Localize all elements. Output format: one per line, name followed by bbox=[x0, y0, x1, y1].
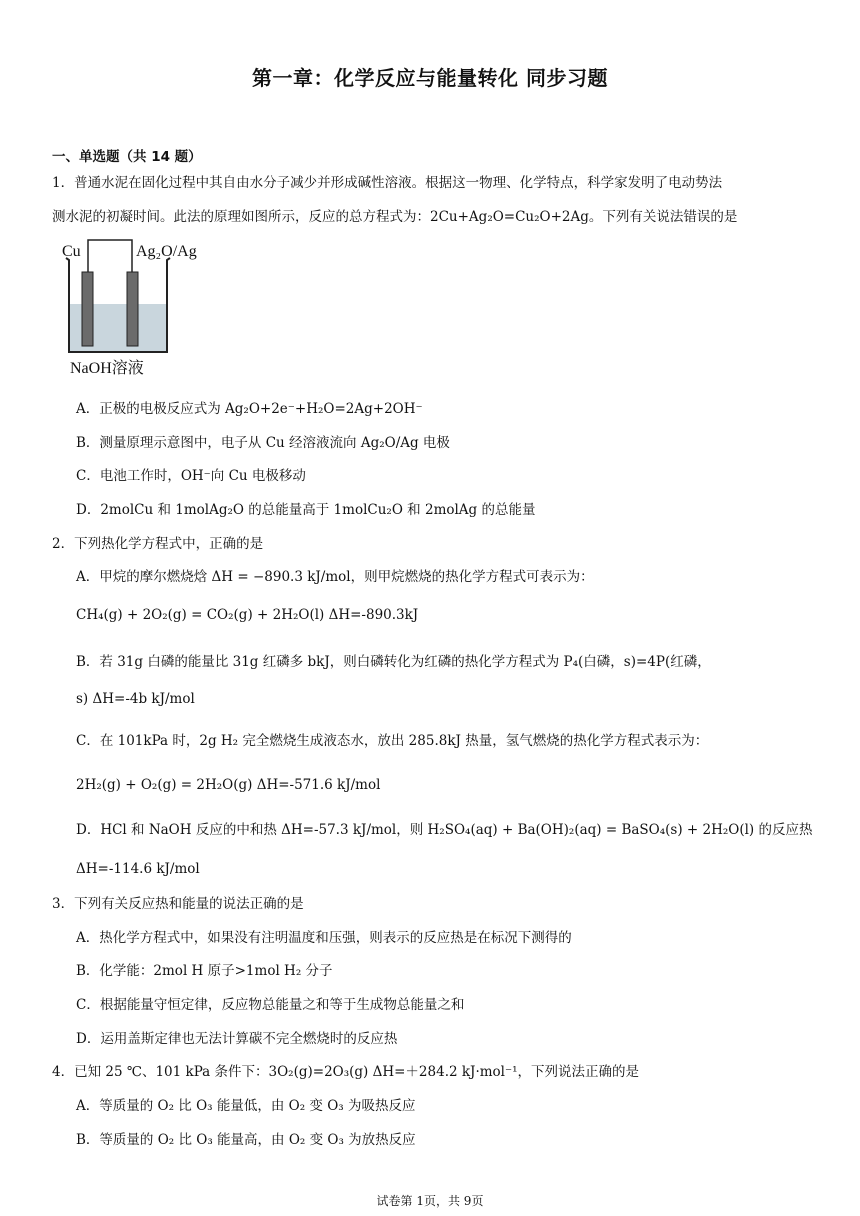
question-2-option-d: D．HCl 和 NaOH 反应的中和热 ΔH=-57.3 kJ/mol，则 H₂SO₄(aq) + Ba(OH)₂(aq) = BaSO₄(s) + 2H₂O(l) 的反应热 bbox=[76, 822, 813, 838]
electrochemical-cell-diagram bbox=[52, 236, 222, 385]
ag2o-ag-electrode bbox=[127, 272, 138, 346]
naoh-solution-label: NaOH溶液 bbox=[70, 360, 144, 377]
cu-electrode bbox=[82, 272, 93, 346]
question-2-option-a: A．甲烷的摩尔燃烧焓 ΔH = −890.3 kJ/mol，则甲烷燃烧的热化学方程式可表示为： bbox=[76, 569, 594, 585]
question-2-option-b-cont: s) ΔH=-4b kJ/mol bbox=[76, 691, 195, 707]
page-title: 第一章：化学反应与能量转化 同步习题 bbox=[252, 66, 608, 90]
question-4-option-a: A．等质量的 O₂ 比 O₃ 能量低，由 O₂ 变 O₃ 为吸热反应 bbox=[76, 1098, 416, 1114]
cu-label: Cu bbox=[62, 243, 81, 260]
question-3-option-a: A．热化学方程式中，如果没有注明温度和压强，则表示的反应热是在标况下测得的 bbox=[76, 930, 572, 946]
question-3-option-c: C．根据能量守恒定律，反应物总能量之和等于生成物总能量之和 bbox=[76, 997, 465, 1013]
question-2-option-b: B．若 31g 白磷的能量比 31g 红磷多 bkJ，则白磷转化为红磷的热化学方程式为 P₄(白磷，s)=4P(红磷， bbox=[76, 654, 711, 670]
question-3-option-b: B．化学能：2mol H 原子>1mol H₂ 分子 bbox=[76, 963, 333, 979]
question-4-stem: 4．已知 25 ℃、101 kPa 条件下：3O₂(g)=2O₃(g) ΔH=＋284.2 kJ·mol⁻¹，下列说法正确的是 bbox=[52, 1064, 640, 1080]
question-1-option-c: C．电池工作时，OH⁻向 Cu 电极移动 bbox=[76, 468, 306, 484]
question-2-option-c-equation: 2H₂(g) + O₂(g) = 2H₂O(g) ΔH=-571.6 kJ/mol bbox=[76, 777, 381, 793]
section-heading: 一、单选题（共 14 题） bbox=[52, 149, 202, 165]
question-2-stem: 2．下列热化学方程式中，正确的是 bbox=[52, 536, 264, 552]
question-3-option-d: D．运用盖斯定律也无法计算碳不完全燃烧时的反应热 bbox=[76, 1031, 398, 1047]
question-4-option-b: B．等质量的 O₂ 比 O₃ 能量高，由 O₂ 变 O₃ 为放热反应 bbox=[76, 1132, 416, 1148]
question-3-stem: 3．下列有关反应热和能量的说法正确的是 bbox=[52, 896, 304, 912]
question-2-option-c: C．在 101kPa 时，2g H₂ 完全燃烧生成液态水，放出 285.8kJ 热量，氢气燃烧的热化学方程式表示为： bbox=[76, 733, 709, 749]
page-footer: 试卷第 1页，共 9页 bbox=[376, 1194, 484, 1208]
question-1-stem-line-2: 测水泥的初凝时间。此法的原理如图所示，反应的总方程式为：2Cu+Ag₂O=Cu₂O+2Ag。下列有关说法错误的是 bbox=[52, 209, 738, 225]
ag2o-ag-label: Ag₂O/Ag bbox=[136, 243, 197, 260]
question-1-option-b: B．测量原理示意图中，电子从 Cu 经溶液流向 Ag₂O/Ag 电极 bbox=[76, 435, 450, 451]
question-2-option-a-equation: CH₄(g) + 2O₂(g) = CO₂(g) + 2H₂O(l) ΔH=-890.3kJ bbox=[76, 607, 419, 623]
question-2-option-d-cont: ΔH=-114.6 kJ/mol bbox=[76, 861, 200, 877]
connecting-wire bbox=[88, 240, 132, 272]
question-1-option-a: A．正极的电极反应式为 Ag₂O+2e⁻+H₂O=2Ag+2OH⁻ bbox=[76, 401, 423, 417]
question-1-option-d: D．2molCu 和 1molAg₂O 的总能量高于 1molCu₂O 和 2molAg 的总能量 bbox=[76, 502, 536, 518]
question-1-stem-line-1: 1．普通水泥在固化过程中其自由水分子减少并形成碱性溶液。根据这一物理、化学特点，科学家发明了电动势法 bbox=[52, 175, 723, 191]
